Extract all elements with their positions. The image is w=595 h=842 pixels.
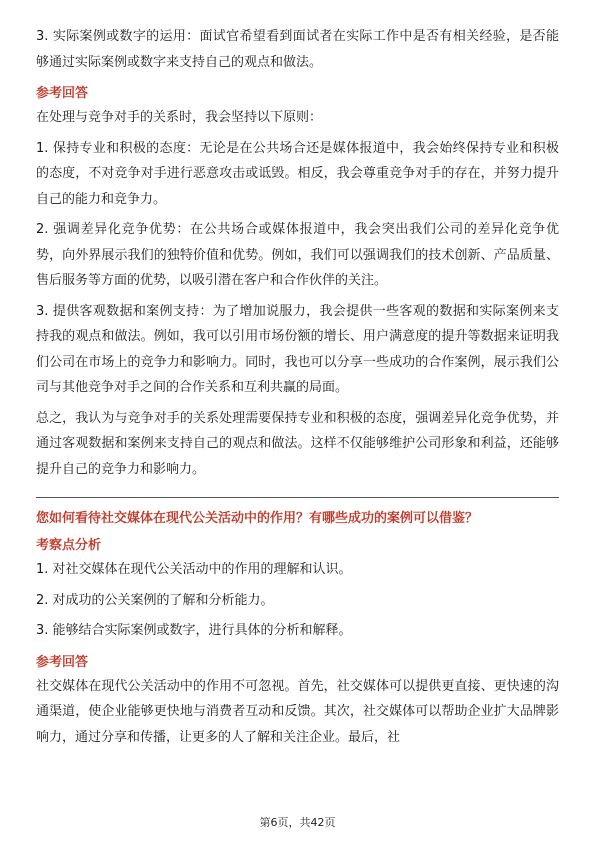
criterion-paragraph-3: 3. 实际案例或数字的运用：面试官希望看到面试者在实际工作中是否有相关经验，是否能够通过实际案例或数字来支持自己的观点和做法。 [36, 29, 559, 70]
reference-answer-heading: 参考回答 [36, 86, 89, 101]
answer-paragraph-social-media: 社交媒体在现代公关活动中的作用不可忽视。首先，社交媒体可以提供更直接、更快速的沟通渠道，使企业能够更快地与消费者互动和反馈。其次，社交媒体可以帮助企业扩大品牌影响力，通过分享和传播，让更多的人了解和关注企业。最后，社 [36, 678, 559, 745]
question-title: 您如何看待社交媒体在现代公关活动中的作用？有哪些成功的案例可以借鉴？ [36, 511, 479, 526]
answer-conclusion: 总之，我认为与竞争对手的关系处理需要保持专业和积极的态度，强调差异化竞争优势，并通过客观数据和案例来支持自己的观点和做法。这样不仅能够维护公司形象和利益，还能够提升自己的竞争力和影响力。 [36, 410, 559, 477]
answer-intro-paragraph: 在处理与竞争对手的关系时，我会坚持以下原则： [36, 110, 323, 125]
page-content [36, 24, 559, 750]
page-number: 第6页，共42页 [259, 816, 336, 829]
answer-point-2: 2. 强调差异化竞争优势：在公共场合或媒体报道中，我会突出我们公司的差异化竞争优势，向外界展示我们的独特价值和优势。例如，我们可以强调我们的技术创新、产品质量、售后服务等方面的优势，以吸引潜在客户和合作伙伴的关注。 [36, 222, 559, 288]
reference-answer-heading-2: 参考回答 [36, 654, 89, 670]
section-divider [36, 497, 559, 498]
answer-point-3: 3. 提供客观数据和案例支持：为了增加说服力，我会提供一些客观的数据和实际案例来支持我的观点和做法。例如，我可以引用市场份额的增长、用户满意度的提升等数据来证明我们公司在市场上的竞争力和影响力。同时，我也可以分享一些成功的合作案例，展示我们公司与其他竞争对手之间的合作关系和互利共赢的局面。 [36, 303, 559, 395]
answer-point-1: 1. 保持专业和积极的态度：无论是在公共场合还是媒体报道中，我会始终保持专业和积极的态度，不对竞争对手进行恶意攻击或诋毁。相反，我会尊重竞争对手的存在，并努力提升自己的能力和竞争力。 [36, 140, 559, 207]
analysis-heading: 考察点分析 [36, 538, 102, 553]
analysis-point-2: 2. 对成功的公关案例的了解和分析能力。 [36, 592, 274, 608]
analysis-point-1: 1. 对社交媒体在现代公关活动中的作用的理解和认识。 [36, 562, 352, 577]
analysis-point-3: 3. 能够结合实际案例或数字，进行具体的分析和解释。 [36, 623, 352, 638]
